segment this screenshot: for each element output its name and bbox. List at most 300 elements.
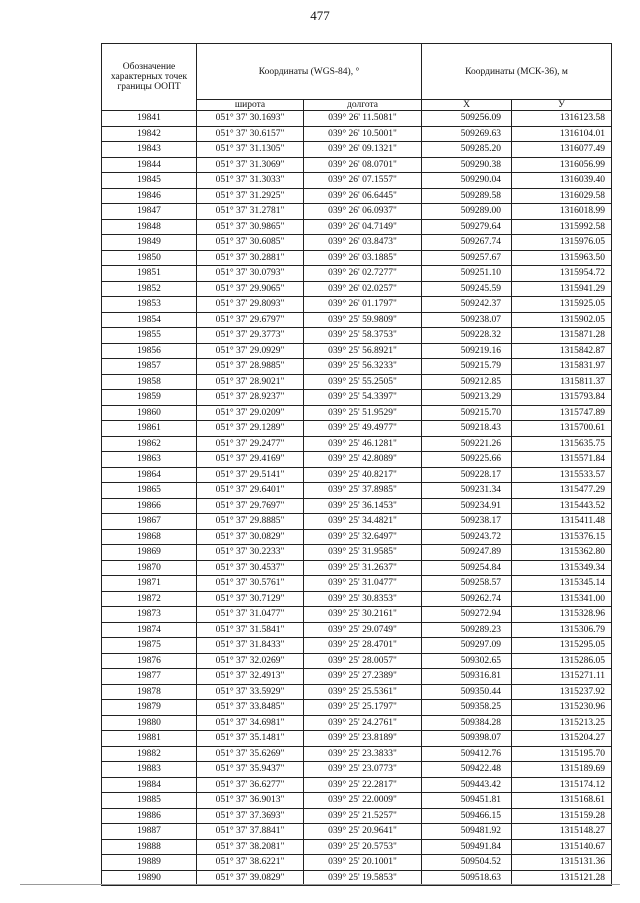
x-coordinate-cell: 509242.37 [422,297,512,313]
y-coordinate-cell: 1315635.75 [512,436,612,452]
point-id-cell: 19883 [102,762,197,778]
x-coordinate-cell: 509245.59 [422,281,512,297]
point-id-cell: 19863 [102,452,197,468]
point-id-cell: 19876 [102,653,197,669]
table-row [102,560,612,576]
latitude-cell: 051° 37' 29.5141" [197,467,304,483]
x-coordinate-cell: 509234.91 [422,498,512,514]
point-id-cell: 19887 [102,824,197,840]
table-row [102,529,612,545]
x-coordinate-cell: 509302.65 [422,653,512,669]
latitude-cell: 051° 37' 31.5841" [197,622,304,638]
latitude-cell: 051° 37' 29.6401" [197,483,304,499]
y-coordinate-cell: 1316056.99 [512,157,612,173]
header-longitude: долгота [304,100,422,111]
x-coordinate-cell: 509443.42 [422,777,512,793]
latitude-cell: 051° 37' 30.0829" [197,529,304,545]
x-coordinate-cell: 509215.79 [422,359,512,375]
x-coordinate-cell: 509238.07 [422,312,512,328]
point-id-cell: 19858 [102,374,197,390]
point-id-cell: 19880 [102,715,197,731]
latitude-cell: 051° 37' 30.2881" [197,250,304,266]
latitude-cell: 051° 37' 29.3773" [197,328,304,344]
x-coordinate-cell: 509358.25 [422,700,512,716]
x-coordinate-cell: 509290.04 [422,173,512,189]
latitude-cell: 051° 37' 30.4537" [197,560,304,576]
y-coordinate-cell: 1315362.80 [512,545,612,561]
latitude-cell: 051° 37' 31.2925" [197,188,304,204]
y-coordinate-cell: 1315954.72 [512,266,612,282]
longitude-cell: 039° 26' 03.8473" [304,235,422,251]
point-id-cell: 19854 [102,312,197,328]
y-coordinate-cell: 1315811.37 [512,374,612,390]
longitude-cell: 039° 25' 46.1281" [304,436,422,452]
x-coordinate-cell: 509451.81 [422,793,512,809]
point-id-cell: 19850 [102,250,197,266]
x-coordinate-cell: 509279.64 [422,219,512,235]
header-point-designation: Обозначение характерных точек границы ООПТ [102,44,197,111]
x-coordinate-cell: 509212.85 [422,374,512,390]
latitude-cell: 051° 37' 29.8093" [197,297,304,313]
longitude-cell: 039° 25' 30.8353" [304,591,422,607]
longitude-cell: 039° 26' 02.0257" [304,281,422,297]
table-row [102,467,612,483]
y-coordinate-cell: 1315747.89 [512,405,612,421]
table-row [102,343,612,359]
latitude-cell: 051° 37' 29.8885" [197,514,304,530]
x-coordinate-cell: 509297.09 [422,638,512,654]
y-coordinate-cell: 1315700.61 [512,421,612,437]
x-coordinate-cell: 509518.63 [422,870,512,886]
longitude-cell: 039° 25' 31.0477" [304,576,422,592]
longitude-cell: 039° 25' 59.9809" [304,312,422,328]
x-coordinate-cell: 509256.09 [422,111,512,127]
header-x: X [422,100,512,111]
x-coordinate-cell: 509481.92 [422,824,512,840]
x-coordinate-cell: 509267.74 [422,235,512,251]
header-latitude: широта [197,100,304,111]
x-coordinate-cell: 509251.10 [422,266,512,282]
latitude-cell: 051° 37' 31.8433" [197,638,304,654]
longitude-cell: 039° 25' 28.4701" [304,638,422,654]
x-coordinate-cell: 509466.15 [422,808,512,824]
longitude-cell: 039° 26' 07.1557" [304,173,422,189]
y-coordinate-cell: 1315349.34 [512,560,612,576]
latitude-cell: 051° 37' 29.7697" [197,498,304,514]
point-id-cell: 19867 [102,514,197,530]
latitude-cell: 051° 37' 36.6277" [197,777,304,793]
x-coordinate-cell: 509219.16 [422,343,512,359]
latitude-cell: 051° 37' 30.5761" [197,576,304,592]
latitude-cell: 051° 37' 28.9885" [197,359,304,375]
x-coordinate-cell: 509215.70 [422,405,512,421]
point-id-cell: 19873 [102,607,197,623]
longitude-cell: 039° 25' 22.0009" [304,793,422,809]
point-id-cell: 19886 [102,808,197,824]
latitude-cell: 051° 37' 29.1289" [197,421,304,437]
latitude-cell: 051° 37' 28.9237" [197,390,304,406]
latitude-cell: 051° 37' 30.6085" [197,235,304,251]
longitude-cell: 039° 25' 56.3233" [304,359,422,375]
point-id-cell: 19845 [102,173,197,189]
table-row [102,839,612,855]
table-row [102,328,612,344]
y-coordinate-cell: 1315306.79 [512,622,612,638]
latitude-cell: 051° 37' 30.0793" [197,266,304,282]
x-coordinate-cell: 509290.38 [422,157,512,173]
table-row [102,142,612,158]
longitude-cell: 039° 25' 29.0749" [304,622,422,638]
longitude-cell: 039° 25' 30.2161" [304,607,422,623]
longitude-cell: 039° 25' 24.2761" [304,715,422,731]
table-row [102,607,612,623]
y-coordinate-cell: 1316077.49 [512,142,612,158]
y-coordinate-cell: 1315976.05 [512,235,612,251]
table-row [102,157,612,173]
y-coordinate-cell: 1315230.96 [512,700,612,716]
table-row [102,793,612,809]
table-row [102,622,612,638]
x-coordinate-cell: 509225.66 [422,452,512,468]
longitude-cell: 039° 25' 32.6497" [304,529,422,545]
x-coordinate-cell: 509228.32 [422,328,512,344]
x-coordinate-cell: 509289.58 [422,188,512,204]
latitude-cell: 051° 37' 31.3033" [197,173,304,189]
latitude-cell: 051° 37' 30.2233" [197,545,304,561]
x-coordinate-cell: 509221.26 [422,436,512,452]
table-row [102,111,612,127]
x-coordinate-cell: 509213.29 [422,390,512,406]
point-id-cell: 19844 [102,157,197,173]
point-id-cell: 19855 [102,328,197,344]
table-row [102,452,612,468]
table-row [102,684,612,700]
latitude-cell: 051° 37' 34.6981" [197,715,304,731]
point-id-cell: 19869 [102,545,197,561]
table-row [102,374,612,390]
longitude-cell: 039° 25' 20.5753" [304,839,422,855]
latitude-cell: 051° 37' 36.9013" [197,793,304,809]
y-coordinate-cell: 1315533.57 [512,467,612,483]
point-id-cell: 19877 [102,669,197,685]
table-row [102,777,612,793]
table-row [102,126,612,142]
x-coordinate-cell: 509231.34 [422,483,512,499]
point-id-cell: 19841 [102,111,197,127]
table-row [102,514,612,530]
point-id-cell: 19857 [102,359,197,375]
latitude-cell: 051° 37' 29.6797" [197,312,304,328]
y-coordinate-cell: 1316039.40 [512,173,612,189]
latitude-cell: 051° 37' 31.3069" [197,157,304,173]
point-id-cell: 19851 [102,266,197,282]
y-coordinate-cell: 1315411.48 [512,514,612,530]
longitude-cell: 039° 26' 06.6445" [304,188,422,204]
longitude-cell: 039° 25' 20.1001" [304,855,422,871]
table-row [102,498,612,514]
table-row [102,653,612,669]
coordinates-table [101,43,612,886]
latitude-cell: 051° 37' 29.2477" [197,436,304,452]
point-id-cell: 19882 [102,746,197,762]
longitude-cell: 039° 25' 56.8921" [304,343,422,359]
latitude-cell: 051° 37' 31.0477" [197,607,304,623]
table-row [102,715,612,731]
y-coordinate-cell: 1315131.36 [512,855,612,871]
y-coordinate-cell: 1315140.67 [512,839,612,855]
table-row [102,483,612,499]
latitude-cell: 051° 37' 28.9021" [197,374,304,390]
point-id-cell: 19878 [102,684,197,700]
point-id-cell: 19872 [102,591,197,607]
point-id-cell: 19843 [102,142,197,158]
x-coordinate-cell: 509316.81 [422,669,512,685]
table-row [102,669,612,685]
y-coordinate-cell: 1315571.84 [512,452,612,468]
longitude-cell: 039° 25' 27.2389" [304,669,422,685]
longitude-cell: 039° 25' 40.8217" [304,467,422,483]
longitude-cell: 039° 26' 03.1885" [304,250,422,266]
point-id-cell: 19853 [102,297,197,313]
table-row [102,762,612,778]
table-row [102,266,612,282]
x-coordinate-cell: 509289.23 [422,622,512,638]
y-coordinate-cell: 1315237.92 [512,684,612,700]
x-coordinate-cell: 509269.63 [422,126,512,142]
longitude-cell: 039° 25' 19.5853" [304,870,422,886]
latitude-cell: 051° 37' 29.9065" [197,281,304,297]
latitude-cell: 051° 37' 31.2781" [197,204,304,220]
table-row [102,545,612,561]
x-coordinate-cell: 509228.17 [422,467,512,483]
latitude-cell: 051° 37' 38.2081" [197,839,304,855]
point-id-cell: 19848 [102,219,197,235]
y-coordinate-cell: 1315213.25 [512,715,612,731]
y-coordinate-cell: 1315793.84 [512,390,612,406]
latitude-cell: 051° 37' 39.0829" [197,870,304,886]
longitude-cell: 039° 25' 25.5361" [304,684,422,700]
latitude-cell: 051° 37' 35.1481" [197,731,304,747]
header-msk36-coordinates: Координаты (МСК-36), м [422,44,612,100]
point-id-cell: 19885 [102,793,197,809]
latitude-cell: 051° 37' 30.1693" [197,111,304,127]
x-coordinate-cell: 509218.43 [422,421,512,437]
table-row [102,235,612,251]
longitude-cell: 039° 25' 23.0773" [304,762,422,778]
longitude-cell: 039° 26' 11.5081" [304,111,422,127]
point-id-cell: 19866 [102,498,197,514]
longitude-cell: 039° 25' 51.9529" [304,405,422,421]
y-coordinate-cell: 1315271.11 [512,669,612,685]
x-coordinate-cell: 509350.44 [422,684,512,700]
point-id-cell: 19849 [102,235,197,251]
x-coordinate-cell: 509254.84 [422,560,512,576]
y-coordinate-cell: 1315963.50 [512,250,612,266]
y-coordinate-cell: 1315831.97 [512,359,612,375]
table-row [102,436,612,452]
y-coordinate-cell: 1315195.70 [512,746,612,762]
point-id-cell: 19871 [102,576,197,592]
table-row [102,576,612,592]
y-coordinate-cell: 1315328.96 [512,607,612,623]
table-row [102,824,612,840]
table-row [102,173,612,189]
y-coordinate-cell: 1315941.29 [512,281,612,297]
table-row [102,297,612,313]
point-id-cell: 19860 [102,405,197,421]
table-row [102,281,612,297]
latitude-cell: 051° 37' 33.8485" [197,700,304,716]
point-id-cell: 19868 [102,529,197,545]
point-id-cell: 19852 [102,281,197,297]
point-id-cell: 19864 [102,467,197,483]
longitude-cell: 039° 25' 31.2637" [304,560,422,576]
point-id-cell: 19842 [102,126,197,142]
y-coordinate-cell: 1315925.05 [512,297,612,313]
point-id-cell: 19865 [102,483,197,499]
table-row [102,700,612,716]
longitude-cell: 039° 25' 31.9585" [304,545,422,561]
latitude-cell: 051° 37' 32.4913" [197,669,304,685]
longitude-cell: 039° 25' 55.2505" [304,374,422,390]
longitude-cell: 039° 25' 22.2817" [304,777,422,793]
y-coordinate-cell: 1315189.69 [512,762,612,778]
longitude-cell: 039° 25' 36.1453" [304,498,422,514]
y-coordinate-cell: 1315477.29 [512,483,612,499]
longitude-cell: 039° 25' 37.8985" [304,483,422,499]
x-coordinate-cell: 509504.52 [422,855,512,871]
x-coordinate-cell: 509398.07 [422,731,512,747]
latitude-cell: 051° 37' 30.6157" [197,126,304,142]
y-coordinate-cell: 1315204.27 [512,731,612,747]
table-row [102,312,612,328]
latitude-cell: 051° 37' 30.7129" [197,591,304,607]
point-id-cell: 19859 [102,390,197,406]
table-row [102,591,612,607]
table-row [102,808,612,824]
latitude-cell: 051° 37' 37.8841" [197,824,304,840]
x-coordinate-cell: 509384.28 [422,715,512,731]
table-row [102,731,612,747]
y-coordinate-cell: 1316029.58 [512,188,612,204]
table-row [102,390,612,406]
y-coordinate-cell: 1315376.15 [512,529,612,545]
y-coordinate-cell: 1316104.01 [512,126,612,142]
longitude-cell: 039° 25' 28.0057" [304,653,422,669]
point-id-cell: 19846 [102,188,197,204]
header-y: У [512,100,612,111]
longitude-cell: 039° 25' 23.8189" [304,731,422,747]
point-id-cell: 19870 [102,560,197,576]
longitude-cell: 039° 25' 25.1797" [304,700,422,716]
x-coordinate-cell: 509257.67 [422,250,512,266]
x-coordinate-cell: 509272.94 [422,607,512,623]
latitude-cell: 051° 37' 35.9437" [197,762,304,778]
latitude-cell: 051° 37' 29.0209" [197,405,304,421]
longitude-cell: 039° 25' 20.9641" [304,824,422,840]
x-coordinate-cell: 509247.89 [422,545,512,561]
x-coordinate-cell: 509422.48 [422,762,512,778]
longitude-cell: 039° 26' 08.0701" [304,157,422,173]
point-id-cell: 19884 [102,777,197,793]
point-id-cell: 19862 [102,436,197,452]
longitude-cell: 039° 26' 06.0937" [304,204,422,220]
longitude-cell: 039° 25' 34.4821" [304,514,422,530]
y-coordinate-cell: 1316123.58 [512,111,612,127]
table-row [102,250,612,266]
y-coordinate-cell: 1315174.12 [512,777,612,793]
page-bottom-rule [20,884,620,885]
latitude-cell: 051° 37' 33.5929" [197,684,304,700]
longitude-cell: 039° 26' 01.1797" [304,297,422,313]
table-row [102,204,612,220]
point-id-cell: 19881 [102,731,197,747]
longitude-cell: 039° 26' 09.1321" [304,142,422,158]
latitude-cell: 051° 37' 35.6269" [197,746,304,762]
y-coordinate-cell: 1315121.28 [512,870,612,886]
latitude-cell: 051° 37' 32.0269" [197,653,304,669]
point-id-cell: 19874 [102,622,197,638]
table-row [102,405,612,421]
header-wgs84-coordinates: Координаты (WGS-84), ° [197,44,422,100]
page-number: 477 [310,8,330,23]
y-coordinate-cell: 1315286.05 [512,653,612,669]
y-coordinate-cell: 1315341.00 [512,591,612,607]
table-row [102,359,612,375]
x-coordinate-cell: 509491.84 [422,839,512,855]
y-coordinate-cell: 1315345.14 [512,576,612,592]
point-id-cell: 19861 [102,421,197,437]
point-id-cell: 19847 [102,204,197,220]
y-coordinate-cell: 1315902.05 [512,312,612,328]
table-row [102,219,612,235]
y-coordinate-cell: 1315168.61 [512,793,612,809]
x-coordinate-cell: 509289.00 [422,204,512,220]
y-coordinate-cell: 1315148.27 [512,824,612,840]
coordinates-table-body [102,111,612,886]
y-coordinate-cell: 1315871.28 [512,328,612,344]
latitude-cell: 051° 37' 29.0929" [197,343,304,359]
longitude-cell: 039° 26' 10.5001" [304,126,422,142]
longitude-cell: 039° 25' 42.8089" [304,452,422,468]
table-row [102,421,612,437]
x-coordinate-cell: 509412.76 [422,746,512,762]
longitude-cell: 039° 25' 21.5257" [304,808,422,824]
table-row [102,638,612,654]
y-coordinate-cell: 1315842.87 [512,343,612,359]
point-id-cell: 19856 [102,343,197,359]
y-coordinate-cell: 1315159.28 [512,808,612,824]
point-id-cell: 19888 [102,839,197,855]
x-coordinate-cell: 509243.72 [422,529,512,545]
latitude-cell: 051° 37' 29.4169" [197,452,304,468]
longitude-cell: 039° 25' 23.3833" [304,746,422,762]
point-id-cell: 19889 [102,855,197,871]
table-row [102,746,612,762]
longitude-cell: 039° 25' 54.3397" [304,390,422,406]
x-coordinate-cell: 509262.74 [422,591,512,607]
longitude-cell: 039° 26' 02.7277" [304,266,422,282]
longitude-cell: 039° 25' 49.4977" [304,421,422,437]
point-id-cell: 19875 [102,638,197,654]
x-coordinate-cell: 509285.20 [422,142,512,158]
y-coordinate-cell: 1315992.58 [512,219,612,235]
y-coordinate-cell: 1315443.52 [512,498,612,514]
x-coordinate-cell: 509238.17 [422,514,512,530]
y-coordinate-cell: 1315295.05 [512,638,612,654]
latitude-cell: 051° 37' 37.3693" [197,808,304,824]
longitude-cell: 039° 25' 58.3753" [304,328,422,344]
